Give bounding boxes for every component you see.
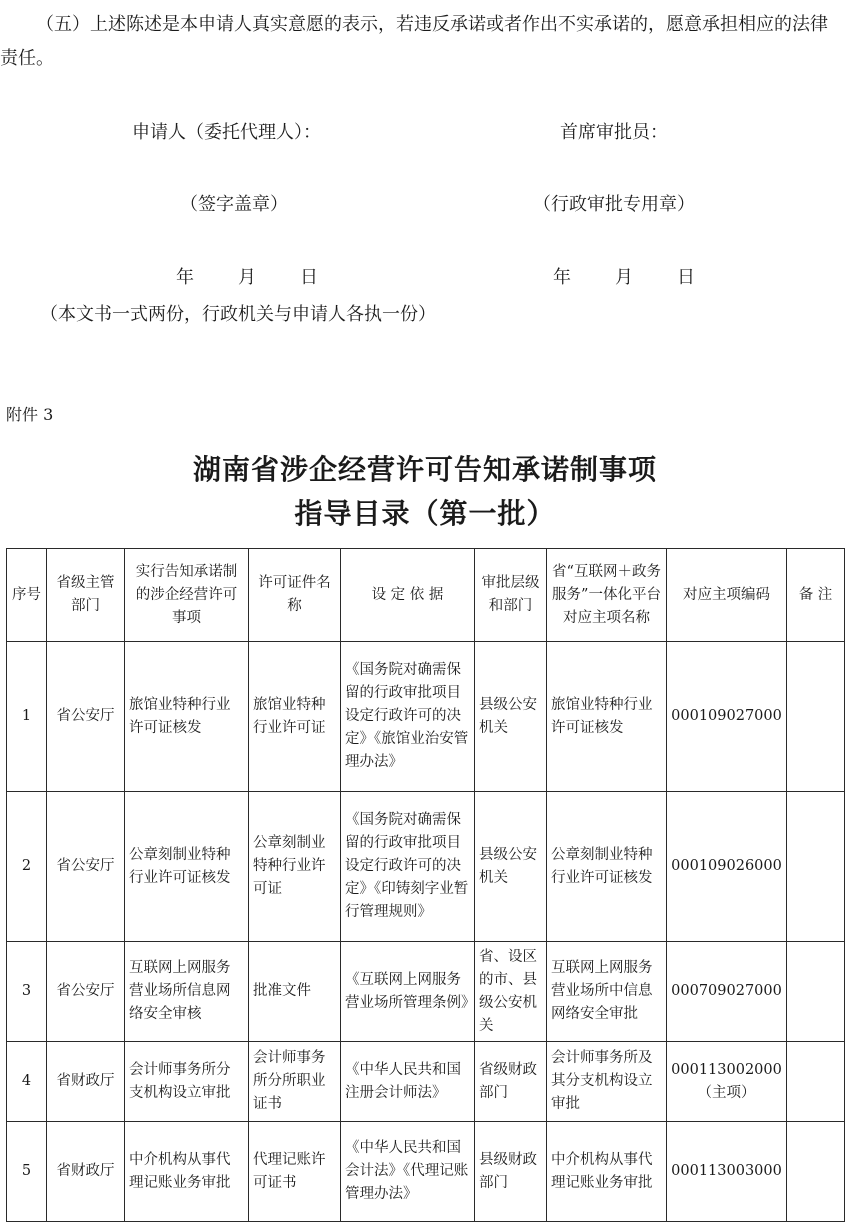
cell-platform: 互联网上网服务营业场所中信息网络安全审批	[547, 942, 667, 1042]
cell-no: 3	[7, 942, 47, 1042]
copies-note: （本文书一式两份，行政机关与申请人各执一份）	[40, 304, 436, 325]
cell-basis: 《国务院对确需保留的行政审批项目设定行政许可的决定》《印铸刻字业暂行管理规则》	[341, 792, 475, 942]
table-header-row	[7, 549, 845, 642]
cell-code-value: 000109027000	[671, 708, 782, 724]
approver-date-year: 年	[553, 267, 571, 288]
cell-item: 公章刻制业特种行业许可证核发	[125, 792, 249, 942]
cell-no: 1	[7, 642, 47, 792]
cell-platform: 会计师事务所及其分支机构设立审批	[547, 1042, 667, 1122]
table-row	[7, 792, 845, 942]
applicant-date-day: 日	[300, 267, 318, 288]
table-row	[7, 1042, 845, 1122]
cell-code-note: （主项）	[697, 1084, 756, 1101]
cell-license: 旅馆业特种行业许可证	[249, 642, 341, 792]
cell-basis: 《国务院对确需保留的行政审批项目设定行政许可的决定》《旅馆业治安管理办法》	[341, 642, 475, 792]
cell-item: 中介机构从事代理记账业务审批	[125, 1122, 249, 1222]
cell-no: 4	[7, 1042, 47, 1122]
header-code: 对应主项编码	[667, 549, 787, 642]
header-basis: 设 定 依 据	[341, 549, 475, 642]
cell-license: 批准文件	[249, 942, 341, 1042]
cell-license: 代理记账许可证书	[249, 1122, 341, 1222]
cell-code	[667, 792, 787, 942]
annex-label: 附件 3	[6, 405, 54, 424]
cell-platform: 旅馆业特种行业许可证核发	[547, 642, 667, 792]
header-platform: 省“互联网＋政务服务”一体化平台对应主项名称	[547, 549, 667, 642]
cell-code	[667, 642, 787, 792]
cell-dept: 省公安厅	[47, 942, 125, 1042]
cell-code	[667, 1122, 787, 1222]
cell-code	[667, 942, 787, 1042]
cell-level: 县级公安机关	[475, 642, 547, 792]
table-row	[7, 1122, 845, 1222]
cell-dept: 省公安厅	[47, 792, 125, 942]
applicant-label: 申请人（委托代理人）：	[132, 122, 321, 143]
cell-code	[667, 1042, 787, 1122]
table-row	[7, 942, 845, 1042]
approver-date-month: 月	[615, 267, 633, 288]
cell-platform: 中介机构从事代理记账业务审批	[547, 1122, 667, 1222]
cell-item: 会计师事务所分支机构设立审批	[125, 1042, 249, 1122]
cell-level: 县级公安机关	[475, 792, 547, 942]
header-remark: 备 注	[787, 549, 845, 642]
paragraph-prefix: （五）	[36, 14, 90, 35]
cell-code-value: 000113002000	[671, 1061, 782, 1078]
paragraph-text: 上述陈述是本申请人真实意愿的表示，若违反承诺或者作出不实承诺的，愿意承担相应的法律责任。	[0, 14, 828, 69]
cell-level: 省、设区的市、县级公安机关	[475, 942, 547, 1042]
applicant-date-year: 年	[176, 267, 194, 288]
cell-code-value: 000109026000	[671, 858, 782, 874]
cell-remark	[787, 1042, 845, 1122]
document-title-line1: 湖南省涉企经营许可告知承诺制事项	[192, 453, 657, 486]
header-dept: 省级主管部门	[47, 549, 125, 642]
cell-platform: 公章刻制业特种行业许可证核发	[547, 792, 667, 942]
cell-no: 2	[7, 792, 47, 942]
cell-remark	[787, 642, 845, 792]
cell-code-value: 000113003000	[671, 1163, 782, 1179]
document-title-line2: 指导目录（第一批）	[294, 497, 556, 530]
cell-item: 互联网上网服务营业场所信息网络安全审核	[125, 942, 249, 1042]
approver-seal: （行政审批专用章）	[533, 194, 695, 215]
cell-dept: 省财政厅	[47, 1042, 125, 1122]
commitment-paragraph	[0, 8, 840, 76]
header-license: 许可证件名 称	[249, 549, 341, 642]
cell-license: 公章刻制业特种行业许可证	[249, 792, 341, 942]
cell-remark	[787, 1122, 845, 1222]
cell-remark	[787, 942, 845, 1042]
cell-basis: 《中华人民共和国注册会计师法》	[341, 1042, 475, 1122]
header-level: 审批层级和部门	[475, 549, 547, 642]
catalog-table	[6, 548, 845, 1222]
cell-level: 省级财政部门	[475, 1042, 547, 1122]
header-item: 实行告知承诺制的涉企经营许可事项	[125, 549, 249, 642]
cell-level: 县级财政部门	[475, 1122, 547, 1222]
approver-date-day: 日	[677, 267, 695, 288]
cell-item: 旅馆业特种行业许可证核发	[125, 642, 249, 792]
cell-code-value: 000709027000	[671, 983, 782, 999]
cell-dept: 省财政厅	[47, 1122, 125, 1222]
cell-remark	[787, 792, 845, 942]
cell-basis: 《中华人民共和国会计法》《代理记账管理办法》	[341, 1122, 475, 1222]
applicant-date-month: 月	[238, 267, 256, 288]
table-row	[7, 642, 845, 792]
cell-basis: 《互联网上网服务营业场所管理条例》	[341, 942, 475, 1042]
header-no: 序号	[7, 549, 47, 642]
applicant-seal: （签字盖章）	[180, 194, 288, 215]
cell-license: 会计师事务所分所职业证书	[249, 1042, 341, 1122]
cell-no: 5	[7, 1122, 47, 1222]
approver-label: 首席审批员：	[560, 122, 668, 143]
cell-dept: 省公安厅	[47, 642, 125, 792]
